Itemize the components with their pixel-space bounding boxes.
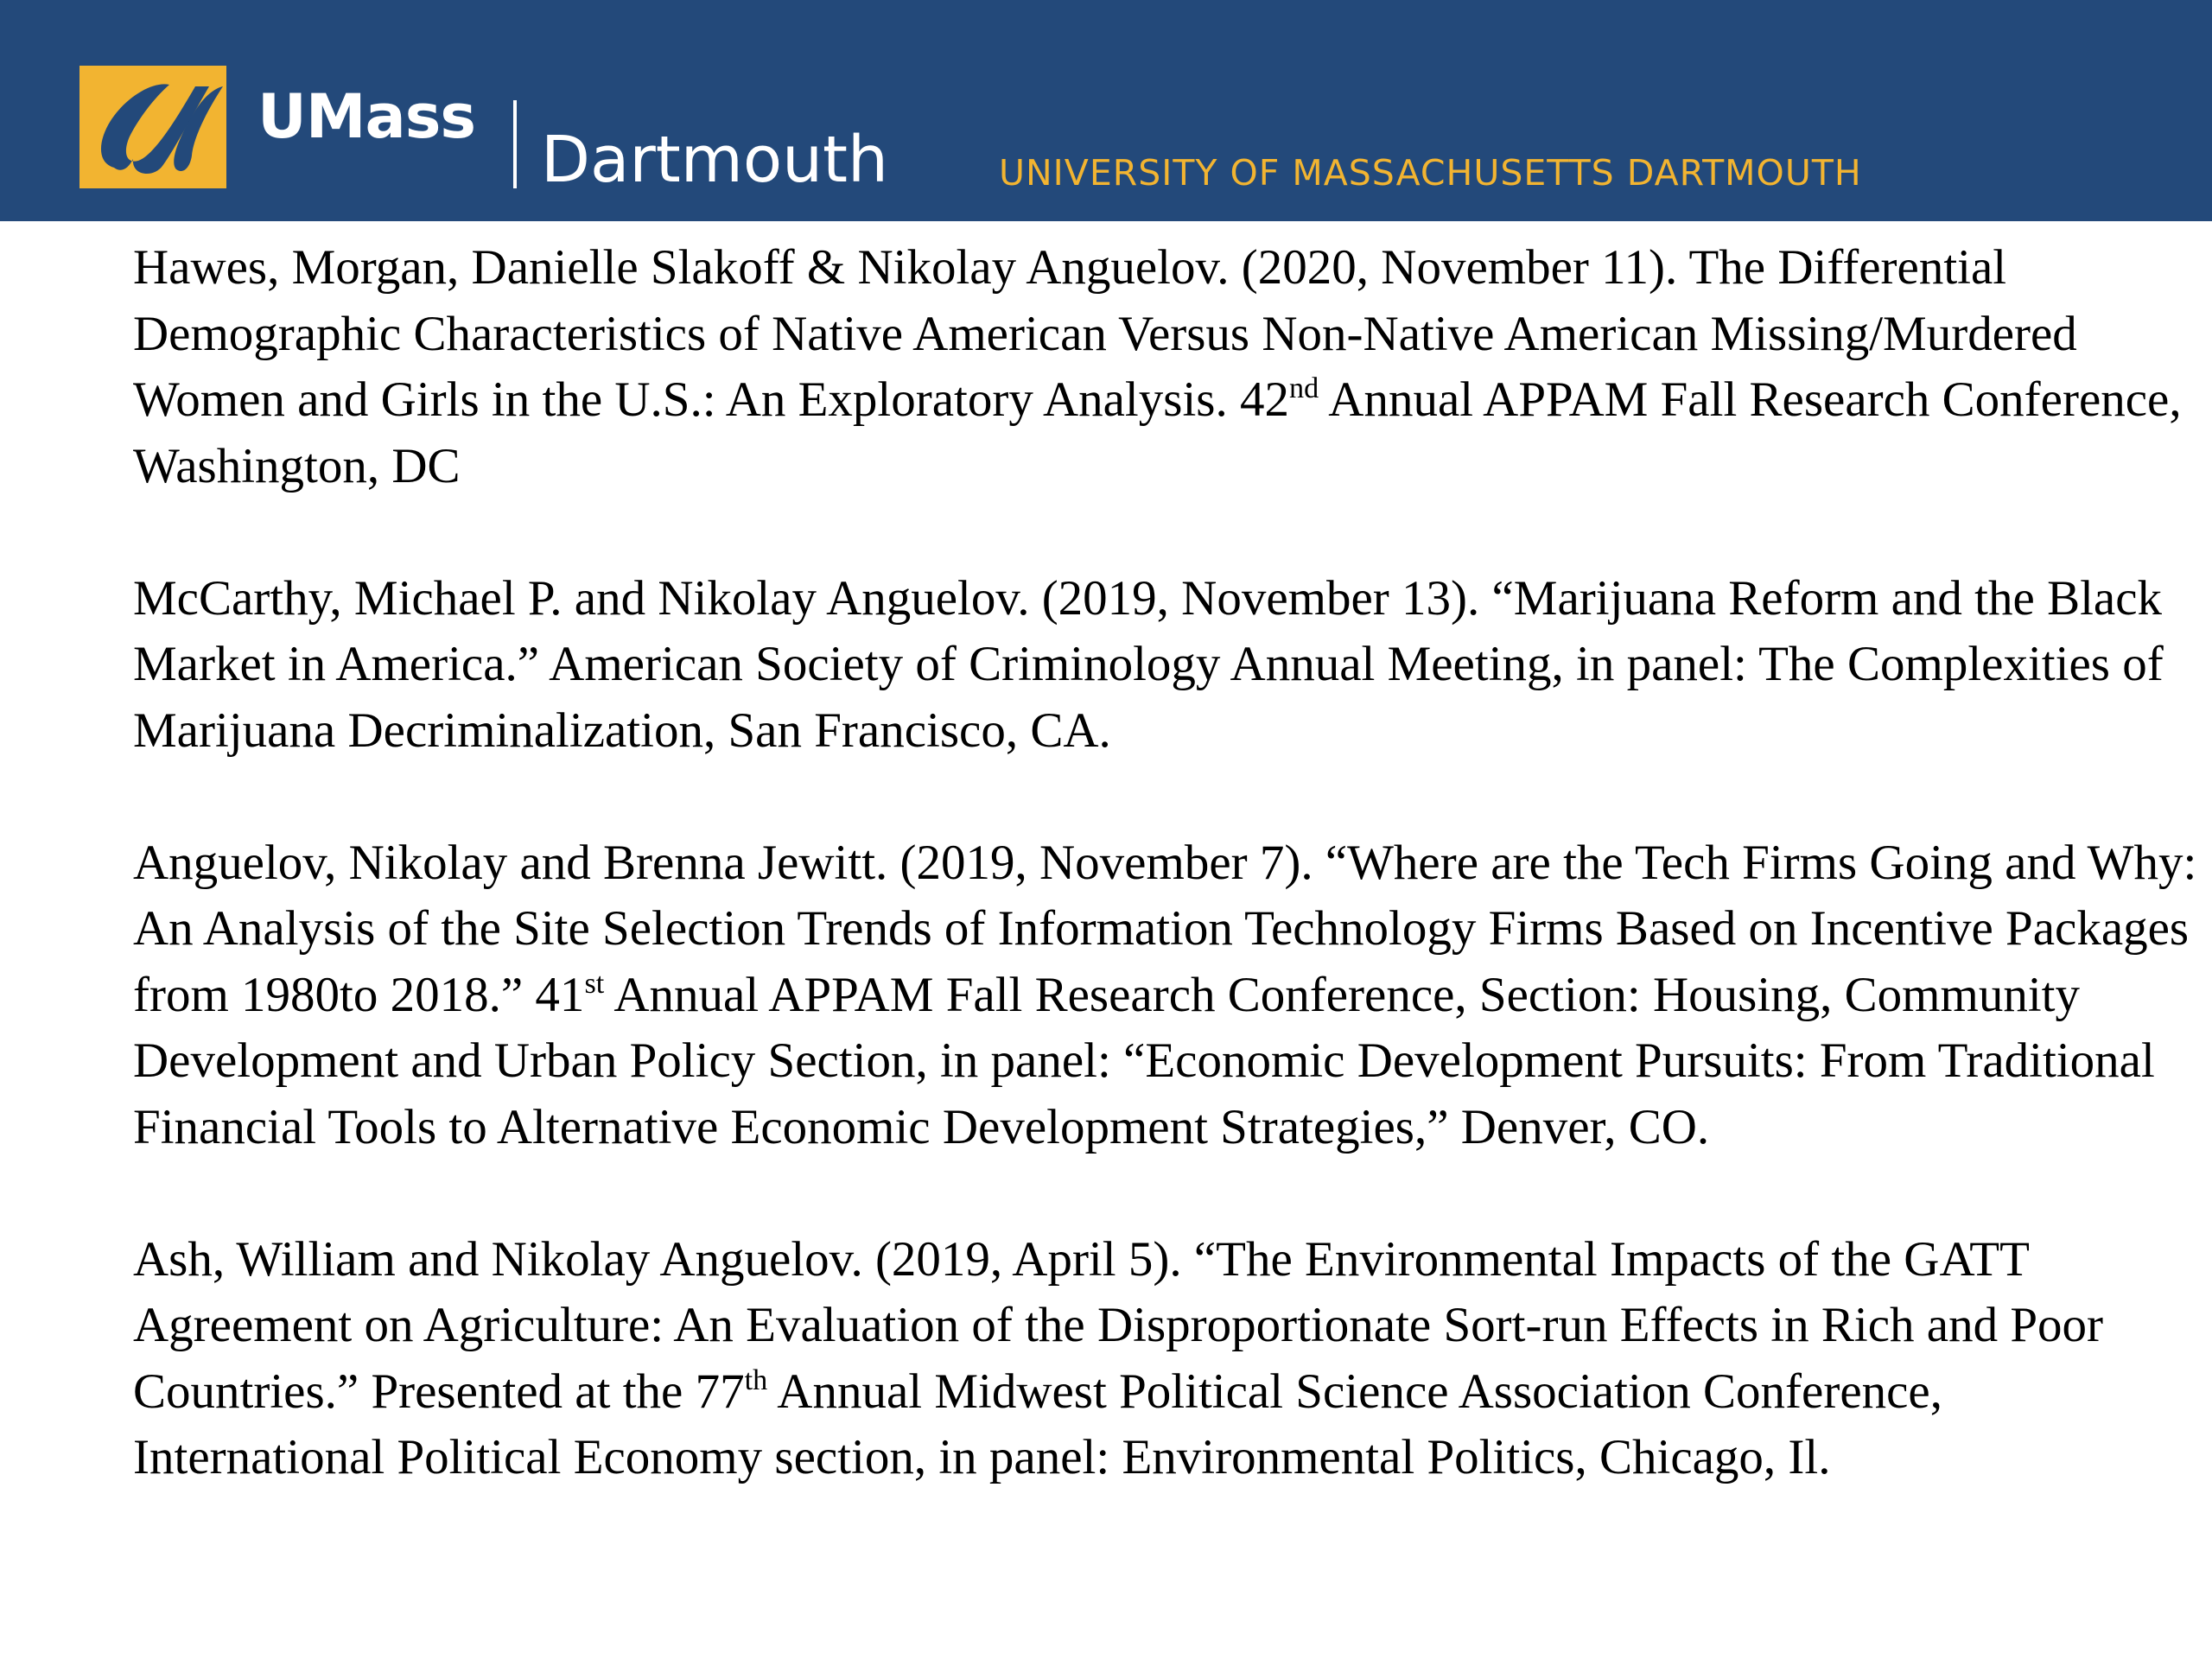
umass-monogram-icon [79,66,226,188]
ordinal-suffix: th [744,1363,768,1396]
reference-entry [133,1227,2198,1491]
reference-text: Anguelov, Nikolay and Brenna Jewitt. (2019, November 7). “Where are the Tech Firms Going and Why: An Analysis of the Site Selection Trends of Information Technology Firms Based on Incentive Packages from 1980to 2018.” 41 [133,835,2197,1022]
campus-name: Dartmouth [541,123,888,197]
ordinal-suffix: nd [1288,372,1319,404]
umass-wordmark: UMass [257,81,476,152]
reference-text-cont: Annual APPAM Fall Research Conference, Washington, DC [133,372,2182,493]
reference-entry [133,566,2198,765]
logo-divider [513,100,517,188]
university-name: UNIVERSITY OF MASSACHUSETTS DARTMOUTH [999,152,1862,194]
reference-text: Hawes, Morgan, Danielle Slakoff & Nikolay Anguelov. (2020, November 11). The Differential Demographic Characteristics of Native American Versus Non-Native American Missing/Murdered Women and Girls in the U.S.: An Exploratory Analysis. 42 [133,240,2077,427]
header-banner [0,0,2212,221]
reference-text: McCarthy, Michael P. and Nikolay Anguelov. (2019, November 13). “Marijuana Reform and the Black Market in America.” American Society of Criminology Annual Meeting, in panel: The Complexities of Marijuana Decriminalization, San Francisco, CA. [133,570,2164,758]
reference-text-cont: Annual Midwest Political Science Association Conference, International Political Economy section, in panel: Environmental Politics, Chicago, Il. [133,1363,1942,1484]
reference-list [133,235,2198,1491]
ordinal-suffix: st [584,967,605,1000]
reference-text: Ash, William and Nikolay Anguelov. (2019, April 5). “The Environmental Impacts of the GATT Agreement on Agriculture: An Evaluation of the Disproportionate Sort-run Effects in Rich and Poor Countries.” Presented at the 77 [133,1231,2104,1419]
reference-entry [133,235,2198,499]
reference-entry [133,830,2198,1161]
reference-text-cont: Annual APPAM Fall Research Conference, Section: Housing, Community Development and Urban Policy Section, in panel: “Economic Development Pursuits: From Traditional Financial Tools to Alternative Economic Development Strategies,” Denver, CO. [133,967,2155,1154]
